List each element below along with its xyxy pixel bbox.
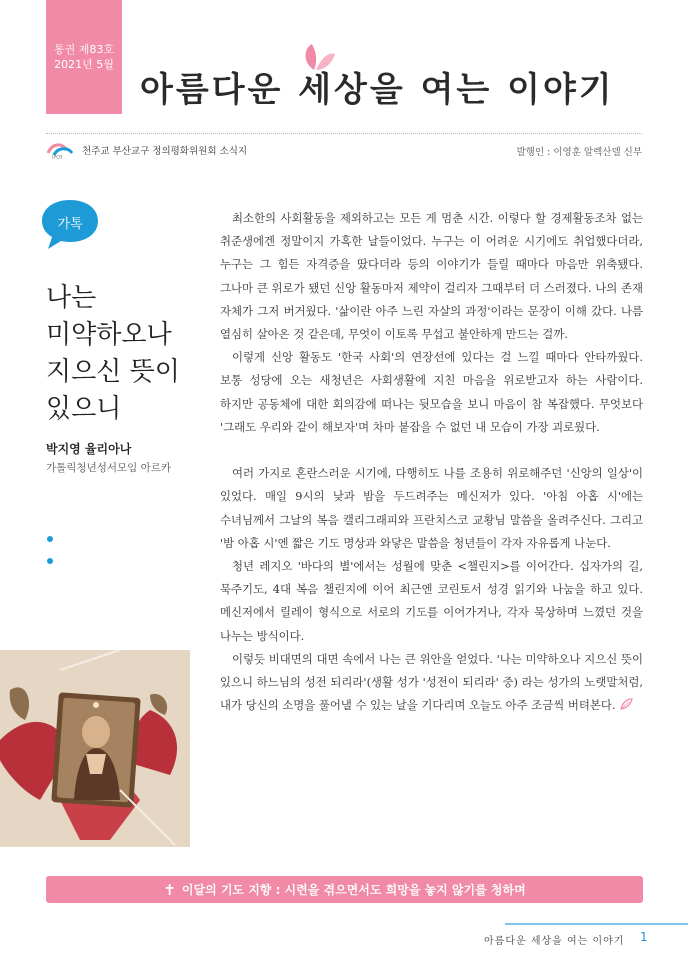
cross-icon: ✝: [163, 880, 176, 899]
prayer-intention-bar: [46, 876, 643, 903]
page-number: 1: [640, 930, 648, 944]
org-logo-text: JPCB: [52, 155, 63, 159]
paragraph-gap: [220, 439, 643, 462]
masthead: [140, 42, 650, 118]
org-logo-icon: [46, 141, 76, 159]
leaf-icon: [619, 698, 633, 710]
masthead-title: 아름다운 세상을 여는 이야기: [140, 70, 615, 110]
footer-divider: [505, 923, 688, 925]
publisher: 발행인 : 이영훈 알렉산델 신부: [516, 147, 642, 158]
article-paragraph-text: 이렇듯 비대면의 대면 속에서 나는 큰 위안을 얻었다. '나는 미약하오나 지으신 뜻이 있으니 하느님의 성전 되리라'(생활 성가 '성전이 되리라' 중) 라는 성가의 노랫말처럼, 내가 당신의 소명을 풀어낼 수 있는 날을 기다리며 오늘도 아주 조금씩 버텨본다.: [220, 651, 643, 713]
decorative-dot: [47, 536, 53, 542]
organization: [46, 141, 247, 159]
prayer-intention-text: 이달의 기도 지향 : 시련을 겪으면서도 희망을 놓지 않기를 청하며: [181, 883, 526, 897]
article-paragraph: 청년 레지오 '바다의 별'에서는 성월에 맞춘 <챌린지>를 이어간다. 십자가의 길, 묵주기도, 4대 복음 챌린지에 이어 최근엔 코린토서 성경 읽기와 나눔을 하고 있다. 메신저에서 릴레이 형식으로 서로의 기도를 이어가거나, 각자 묵상하며 느꼈던 것을 나누는 방식이다.: [220, 559, 643, 643]
author-affiliation: 가톨릭청년성서모임 아르카: [46, 462, 172, 474]
article-title: [46, 280, 180, 428]
article-title-line: 지으신 뜻이: [46, 357, 180, 387]
decorative-dot: [47, 558, 53, 564]
issue-volume: 통권 제83호: [54, 43, 114, 56]
article-paragraph: 최소한의 사회활동을 제외하고는 모든 게 멈춘 시간. 이렇다 할 경제활동조차 없는 취준생에겐 정말이지 가혹한 날들이었다. 누구는 이 어려운 시기에도 취업했다더라, 누구는 그 힘든 자격증을 땄다더라 등의 이야기가 들릴 때마다 마음만 위축됐다. 그나마 큰 위로가 됐던 신앙 활동마저 제약이 걸리자 그때부터 더 스러졌다. 나의 존재 자체가 그저 버거웠다. '삶이란 아주 느린 자살의 과정'이라는 문장이 이해 갔다. 나름 열심히 살아온 것 같은데, 무엇이 이토록 무섭고 불안하게 만드는 걸까.: [220, 211, 643, 342]
article-paragraph: 여러 가지로 혼란스러운 시기에, 다행히도 나를 조용히 위로해주던 '신앙의 일상'이 있었다. 매일 9시의 낮과 밤을 두드려주는 메신저가 있다. '아침 아홉 시'에는 수녀님께서 그날의 복음 캘리그래피와 프란치스코 교황님 말씀을 올려주신다. 그리고 '밤 아홉 시'엔 짧은 기도 명상과 와닿은 말씀을 청년들이 각자 자유롭게 나눈다.: [220, 466, 643, 550]
article-body: [220, 207, 643, 717]
org-name: 천주교 부산교구 정의평화위원회 소식지: [82, 146, 248, 157]
footer-title: 아름다운 세상을 여는 이야기: [484, 936, 625, 947]
prayer-card-photo: [0, 650, 190, 847]
article-title-line: 있으니: [46, 394, 122, 424]
article-title-line: 미약하오나: [46, 320, 172, 350]
issue-date: 2021년 5월: [54, 58, 114, 71]
header-divider: [46, 133, 642, 134]
article-paragraph: [220, 648, 643, 718]
article-paragraph: 이렇게 신앙 활동도 '한국 사회'의 연장선에 있다는 걸 느낄 때마다 안타까웠다. 보통 성당에 오는 새청년은 사회생활에 지친 마음을 위로받고자 하는 사람이다. 하지만 공동체에 대한 회의감에 떠나는 뒷모습을 보니 마음이 참 복잡했다. 무엇보다 '그래도 우리와 같이 해보자'며 차마 붙잡을 수 없던 내 모습이 가장 괴로웠다.: [220, 350, 643, 434]
issue-info-box: [46, 0, 122, 114]
article-title-line: 나는: [46, 283, 97, 313]
author-name: 박지영 율리아나: [46, 442, 132, 456]
article-photo: [0, 650, 190, 847]
category-label: 가톡: [57, 217, 83, 232]
